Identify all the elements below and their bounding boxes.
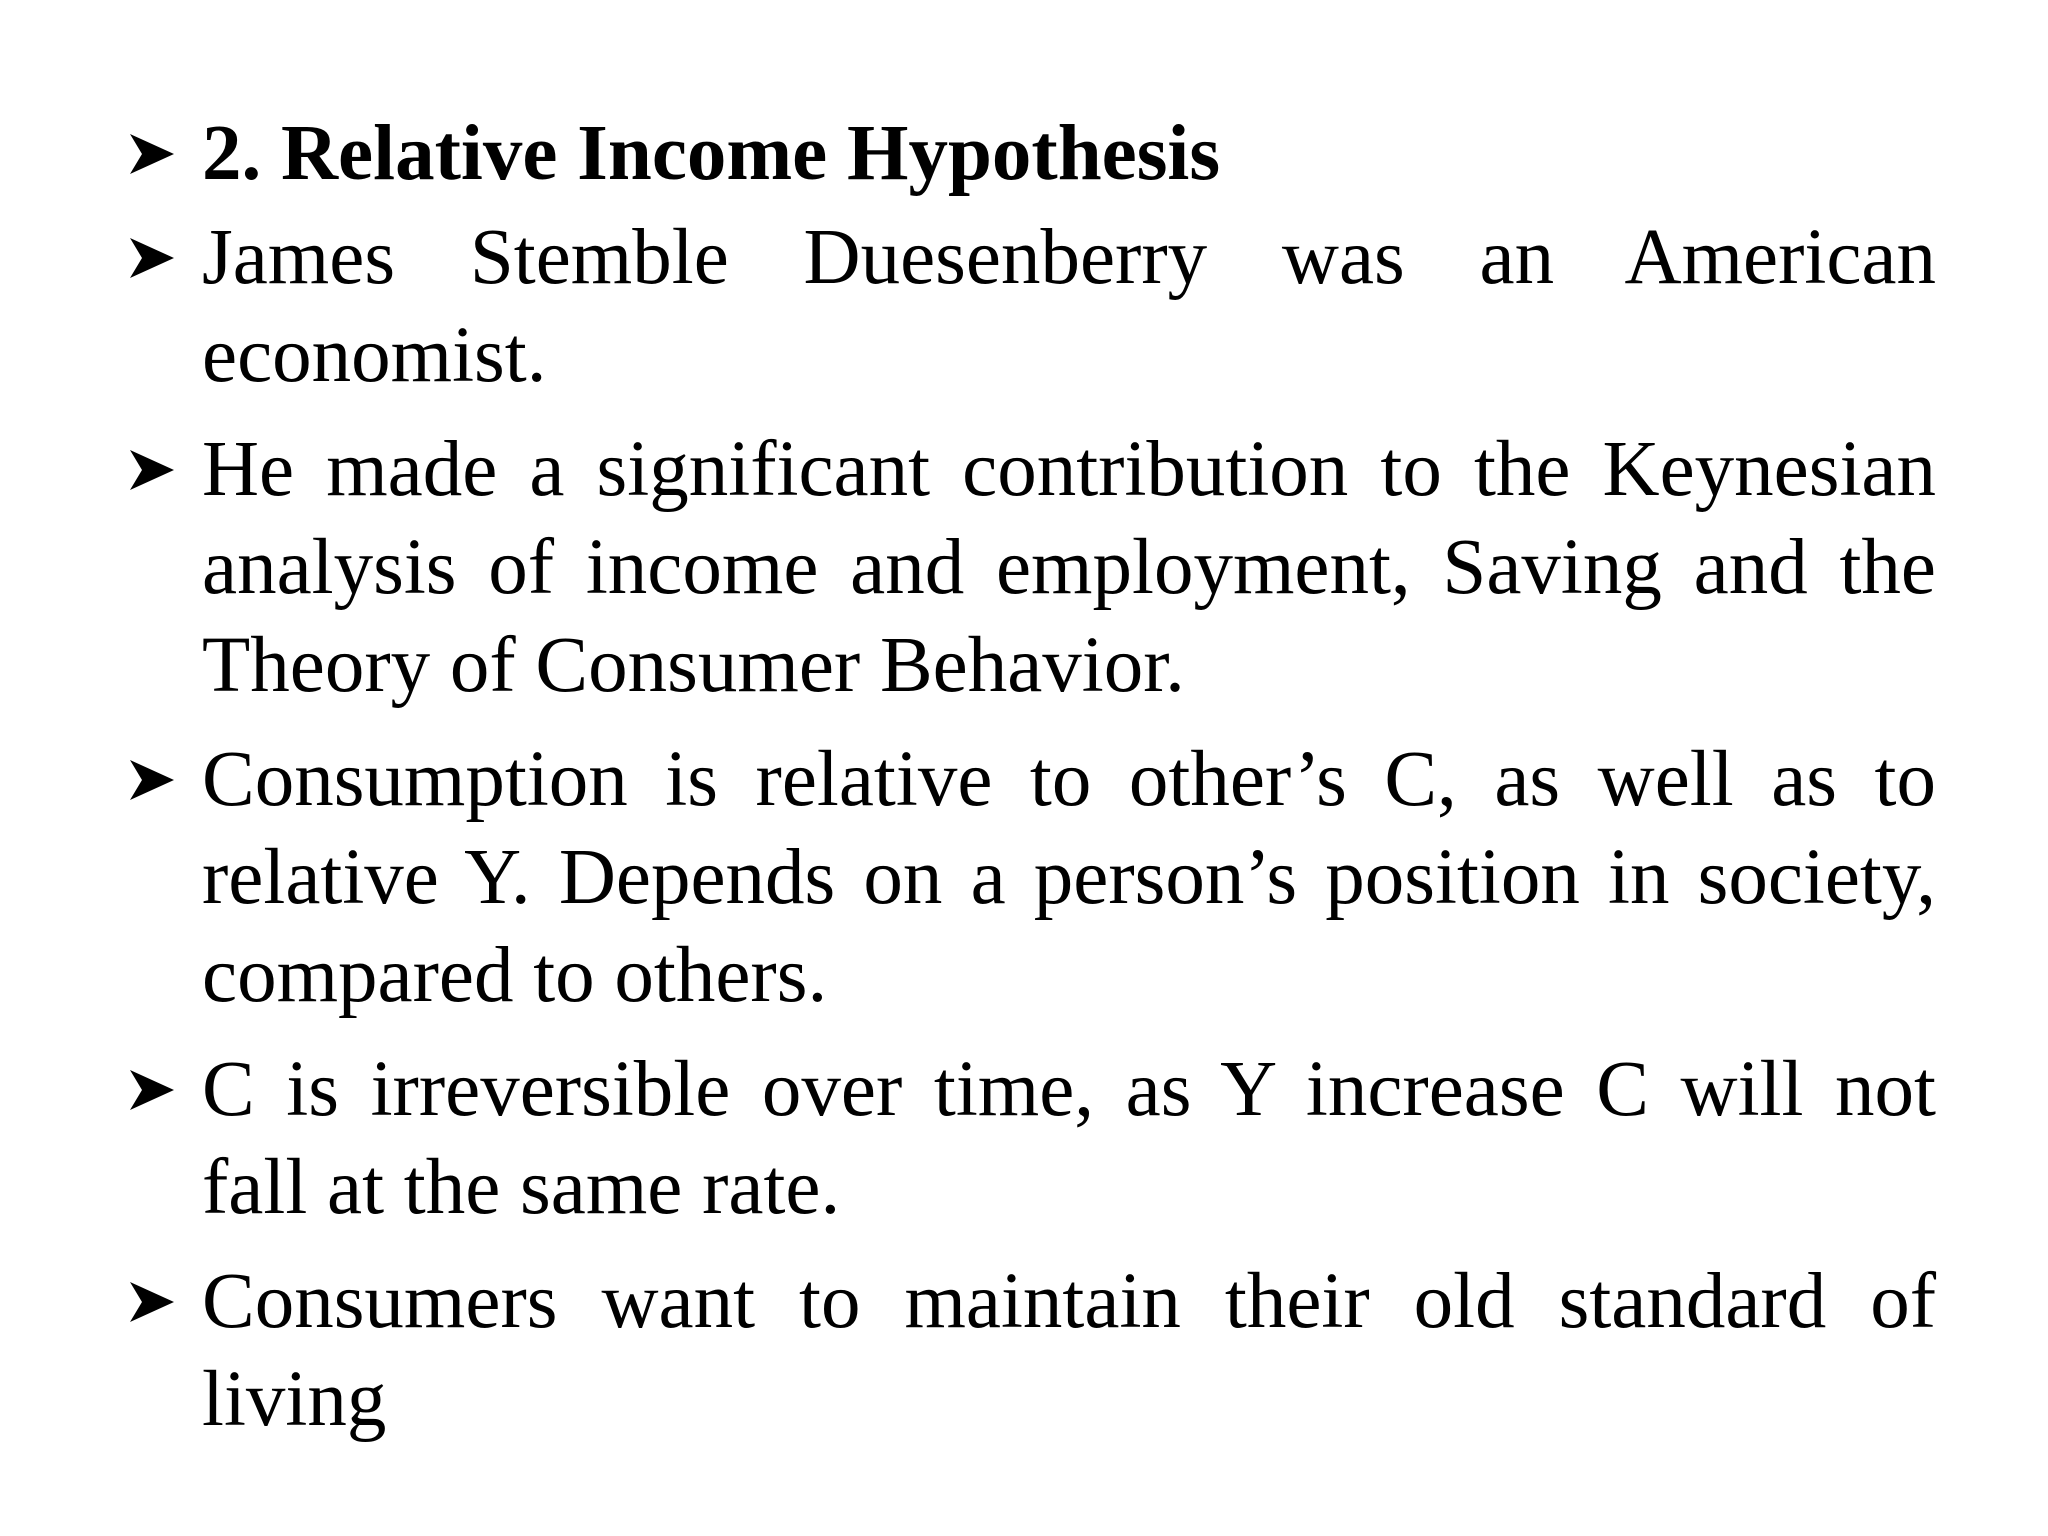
- bullet-text: C is irreversible over time, as Y increase C will not fall at the same rate.: [202, 1046, 1936, 1231]
- bullet-item-heading: [128, 105, 1936, 203]
- bullet-text: He made a significant contribution to the Keynesian analysis of income and employment, Saving and the Theory of Consumer Behavior.: [202, 426, 1936, 709]
- arrowhead-bullet-icon: [128, 731, 192, 829]
- arrowhead-bullet-icon: [128, 421, 192, 519]
- bullet-text: Consumption is relative to other’s C, as well as to relative Y. Depends on a person’s position in society, compared to others.: [202, 736, 1936, 1019]
- arrowhead-bullet-icon: [128, 1253, 192, 1351]
- arrowhead-bullet-icon: [128, 1041, 192, 1139]
- bullet-item-contribution: [128, 421, 1936, 715]
- bullet-item-standard-of-living: [128, 1253, 1936, 1449]
- bullet-text: James Stemble Duesenberry was an American economist.: [202, 214, 1936, 399]
- bullet-list: [128, 105, 1936, 1465]
- arrowhead-bullet-icon: [128, 209, 192, 307]
- bullet-text: Consumers want to maintain their old standard of living: [202, 1258, 1936, 1443]
- bullet-item-consumption-relative: [128, 731, 1936, 1025]
- arrowhead-bullet-icon: [128, 105, 192, 203]
- bullet-item-duesenberry: [128, 209, 1936, 405]
- bullet-item-irreversible: [128, 1041, 1936, 1237]
- heading-text: 2. Relative Income Hypothesis: [202, 110, 1221, 197]
